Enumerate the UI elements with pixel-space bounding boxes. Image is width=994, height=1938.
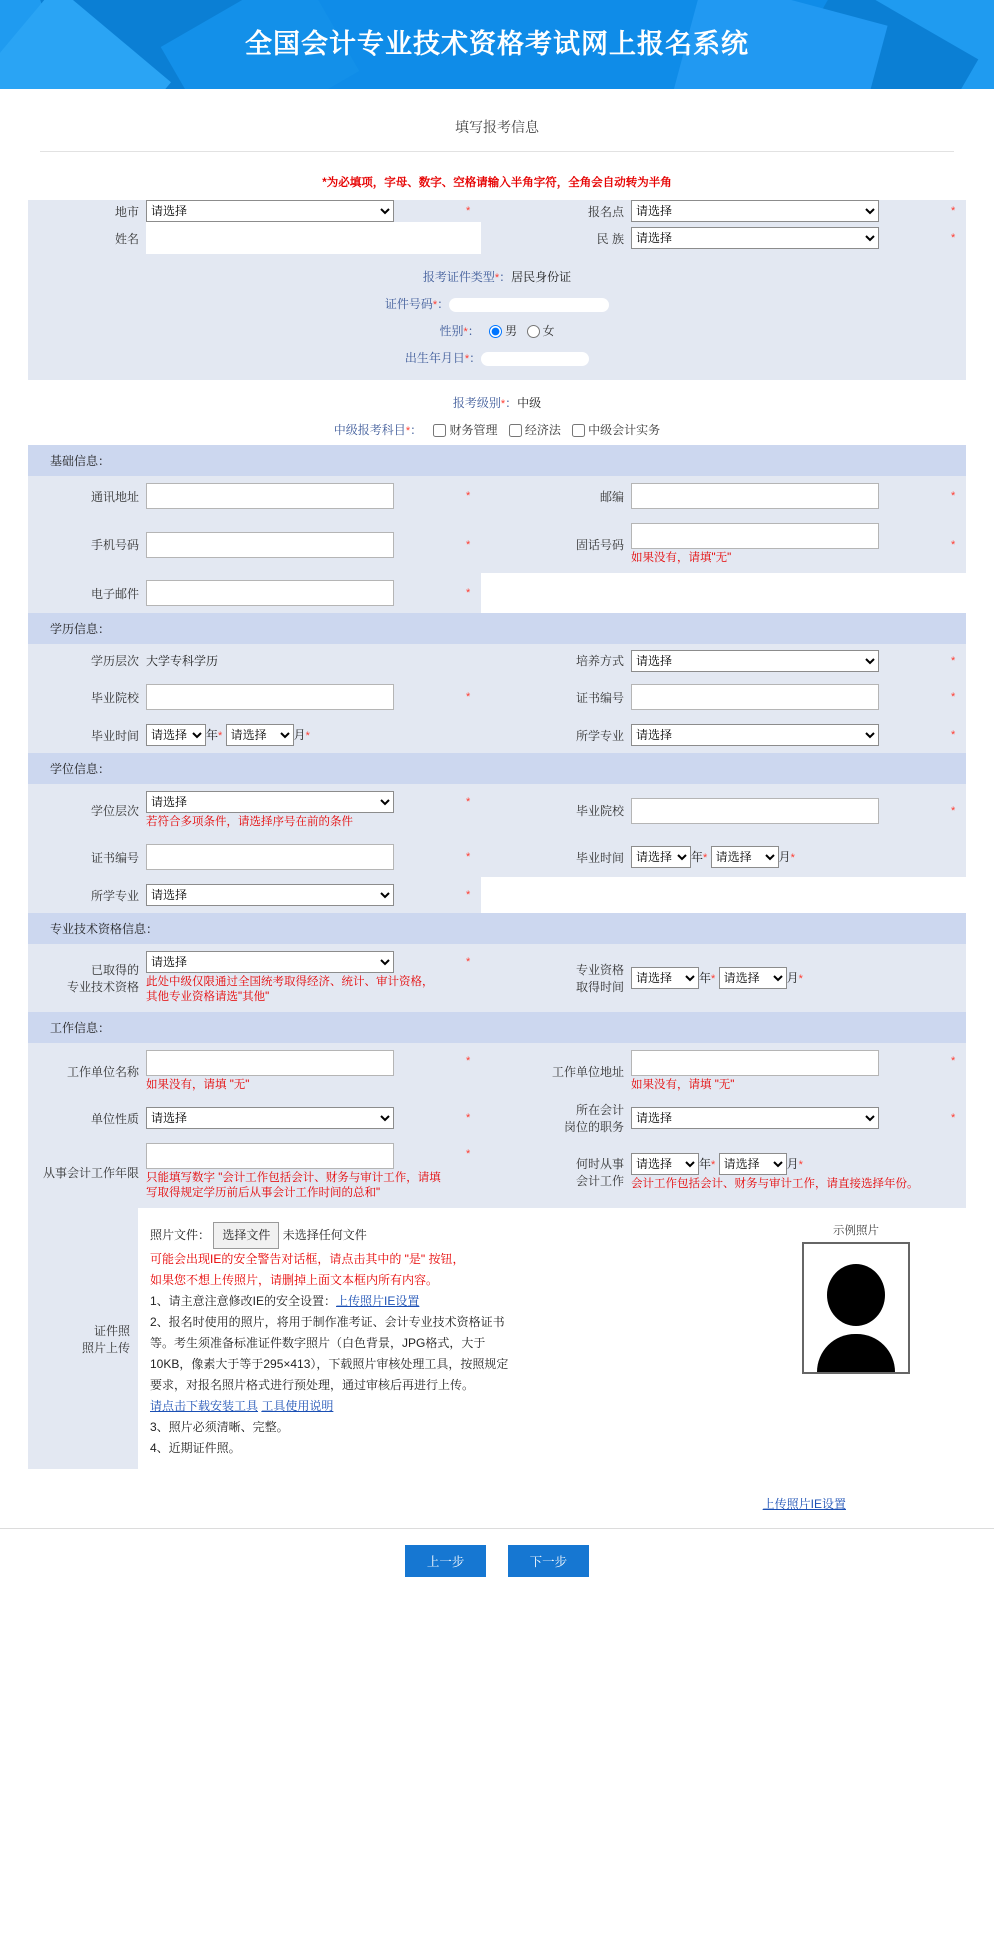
qual-month-unit: 月 <box>786 971 799 985</box>
qual-time-label-line2: 取得时间 <box>575 980 624 994</box>
row-work-nature-post <box>28 1100 966 1136</box>
qual-year-unit: 年 <box>699 971 712 985</box>
email-spacer-1 <box>481 573 631 613</box>
city-select[interactable] <box>146 200 394 222</box>
site-title: 全国会计专业技术资格考试网上报名系统 <box>245 29 749 59</box>
photo-file-status: 未选择任何文件 <box>282 1228 367 1242</box>
photo-warning-2: 如果您不想上传照片，请删掉上面文本框内所有内容。 <box>150 1273 439 1287</box>
work-years-field-cell <box>146 1136 463 1208</box>
form-action-bar <box>0 1529 994 1601</box>
work-info-section <box>28 1043 966 1208</box>
edu-mode-label: 培养方式 <box>481 644 631 677</box>
city-required-star: * <box>463 200 481 222</box>
row-work-years-since <box>28 1136 966 1208</box>
deg-grad-spacer <box>948 837 966 877</box>
edu-level-spacer <box>463 644 481 677</box>
name-field-cell <box>146 222 463 254</box>
gender-male-label: 男 <box>505 324 518 338</box>
previous-step-button[interactable]: 上一步 <box>405 1545 487 1577</box>
photo-file-label: 照片文件： <box>150 1228 211 1242</box>
gender-female-label: 女 <box>542 324 555 338</box>
work-addr-field-cell <box>631 1043 948 1100</box>
work-years-label: 从事会计工作年限 <box>28 1136 146 1208</box>
cert-no-label: 证件号码 <box>384 297 433 311</box>
work-nature-label: 单位性质 <box>28 1100 146 1136</box>
row-edu-level-mode <box>28 644 966 677</box>
qual-time-label-line1: 专业资格 <box>575 963 624 977</box>
edu-mode-select[interactable] <box>631 650 879 672</box>
work-post-label <box>481 1100 631 1136</box>
mobile-label: 手机号码 <box>28 516 146 573</box>
photo-warning-1: 可能会出现IE的安全警告对话框，请点击其中的 "是" 按钮， <box>150 1252 465 1266</box>
work-addr-label: 工作单位地址 <box>481 1043 631 1100</box>
edu-certno-required-star: * <box>948 677 966 717</box>
deg-level-required-star: * <box>463 784 481 837</box>
section-header-education: 学历信息： <box>28 613 966 644</box>
ie-settings-link[interactable]: 上传照片IE设置 <box>762 1497 846 1511</box>
row-deg-level-school <box>28 784 966 837</box>
work-post-select[interactable] <box>631 1107 879 1129</box>
ethnic-label: 民 族 <box>481 222 631 254</box>
mobile-field-cell <box>146 516 463 573</box>
deg-level-select[interactable] <box>146 791 394 813</box>
exam-level-label: 报考级别 <box>452 396 501 410</box>
subject-checkbox-0[interactable] <box>433 424 446 437</box>
sample-photo-cell <box>746 1208 966 1469</box>
subject-checkbox-1[interactable] <box>509 424 522 437</box>
gender-male-radio[interactable] <box>489 325 502 338</box>
address-label: 通讯地址 <box>28 476 146 516</box>
address-required-star: * <box>463 476 481 516</box>
download-tool-link[interactable]: 请点击下载安装工具 <box>150 1399 259 1413</box>
work-post-label-line1: 所在会计 <box>575 1103 624 1117</box>
ethnic-required-star: * <box>948 222 966 254</box>
edu-level-value: 大学专科学历 <box>146 644 463 677</box>
exam-subject-row: 中级报考科目*： 财务管理 经济法 中级会计实务 <box>333 423 661 437</box>
email-label: 电子邮件 <box>28 573 146 613</box>
site-field-cell <box>631 200 948 222</box>
deg-school-field-cell <box>631 784 948 837</box>
deg-grad-year-select[interactable] <box>631 846 691 868</box>
section-header-degree: 学位信息： <box>28 753 966 784</box>
edu-level-label: 学历层次 <box>28 644 146 677</box>
photo-row-label-line1: 证件照 <box>93 1323 130 1338</box>
photo-item-1-text: 1、请主意注意修改IE的安全设置： <box>150 1294 337 1308</box>
qualification-info-section <box>28 944 966 1012</box>
identity-block <box>28 254 966 380</box>
tel-input[interactable] <box>631 523 879 549</box>
row-photo <box>28 1208 966 1469</box>
gender-female-radio[interactable] <box>527 325 540 338</box>
work-since-label-line1: 何时从事 <box>575 1157 624 1171</box>
work-years-hint: 只能填写数字 "会计工作包括会计、财务与审计工作，请填写取得规定学历前后从事会计工作时间的总和" <box>146 1172 441 1199</box>
edu-grad-year-select[interactable] <box>146 724 206 746</box>
site-banner <box>0 0 994 89</box>
deg-certno-field-cell <box>146 837 463 877</box>
photo-item-4: 4、近期证件照。 <box>150 1441 241 1455</box>
exam-subject-label: 中级报考科目 <box>333 423 406 437</box>
tel-label: 固话号码 <box>481 516 631 573</box>
row-work-unit-addr <box>28 1043 966 1100</box>
work-since-year-unit: 年 <box>699 1156 712 1171</box>
edu-grad-spacer <box>463 717 481 753</box>
edu-school-required-star: * <box>463 677 481 717</box>
tel-hint: 如果没有，请填"无" <box>631 552 732 564</box>
work-years-required-star: * <box>463 1136 481 1208</box>
basic-info-section <box>28 476 966 613</box>
photo-file-row <box>150 1222 746 1249</box>
email-spacer-3 <box>948 573 966 613</box>
photo-instructions-cell <box>138 1208 746 1469</box>
edu-certno-input[interactable] <box>631 684 879 710</box>
qual-time-label <box>481 944 631 1012</box>
tel-field-cell <box>631 516 948 573</box>
site-required-star: * <box>948 200 966 222</box>
photo-upload-section <box>28 1208 966 1469</box>
work-years-input[interactable] <box>146 1143 394 1169</box>
zip-field-cell <box>631 476 948 516</box>
zip-required-star: * <box>948 476 966 516</box>
deg-major-label: 所学专业 <box>28 877 146 913</box>
row-address-zip <box>28 476 966 516</box>
row-name-ethnic <box>28 222 966 254</box>
work-unit-required-star: * <box>463 1043 481 1100</box>
education-info-section <box>28 644 966 753</box>
email-required-star: * <box>463 573 481 613</box>
deg-grad-month-select[interactable] <box>711 846 779 868</box>
deg-major-field-cell <box>146 877 463 913</box>
cert-no-input[interactable] <box>449 298 609 312</box>
deg-school-required-star: * <box>948 784 966 837</box>
deg-certno-required-star: * <box>463 837 481 877</box>
qual-obtained-hint: 此处中级仅限通过全国统考取得经济、统计、审计资格，其他专业资格请选"其他" <box>146 976 434 1003</box>
edu-major-field-cell <box>631 717 948 753</box>
row-mobile-tel <box>28 516 966 573</box>
work-since-label <box>481 1136 631 1208</box>
name-spacer <box>463 222 481 254</box>
work-since-month-unit: 月 <box>786 1156 799 1171</box>
deg-certno-input[interactable] <box>146 844 394 870</box>
edu-mode-field-cell <box>631 644 948 677</box>
row-edu-grad-major <box>28 717 966 753</box>
name-label: 姓名 <box>28 222 146 254</box>
work-nature-select[interactable] <box>146 1107 394 1129</box>
deg-school-label: 毕业院校 <box>481 784 631 837</box>
work-since-label-line2: 会计工作 <box>575 1174 624 1188</box>
deg-level-field-cell <box>146 784 463 837</box>
section-header-qualification: 专业技术资格信息： <box>28 913 966 944</box>
required-fields-note: *为必填项，字母、数字、空格请输入半角字符，全角会自动转为半角 <box>322 177 672 189</box>
qual-obtained-select[interactable] <box>146 951 394 973</box>
work-post-required-star: * <box>948 1100 966 1136</box>
edu-school-field-cell <box>146 677 463 717</box>
deg-certno-label: 证书编号 <box>28 837 146 877</box>
edu-month-unit: 月 <box>293 728 306 742</box>
ethnic-select[interactable] <box>631 227 879 249</box>
site-select[interactable] <box>631 200 879 222</box>
row-city-site <box>28 200 966 222</box>
photo-item-2: 2、报名时使用的照片，将用于制作准考证、会计专业技术资格证书等。考生须准备标准证件数字照片（白色背景，JPG格式，大于10KB，像素大于等于295×413），下载照片审核处理工具，按照规定要求，对报名照片格式进行预处理，通过审核后再进行上传。 <box>150 1315 509 1392</box>
deg-major-spacer-3 <box>948 877 966 913</box>
sample-photo-caption: 示例照片 <box>833 1225 879 1237</box>
work-nature-field-cell <box>146 1100 463 1136</box>
photo-tool-links <box>150 1396 746 1417</box>
email-input[interactable] <box>146 580 394 606</box>
sample-photo-head <box>827 1264 885 1326</box>
cert-type-row: 报考证件类型*：居民身份证 <box>422 270 572 284</box>
work-addr-hint: 如果没有，请填 "无" <box>631 1079 735 1091</box>
qual-obtained-field-cell <box>146 944 463 1012</box>
section-header-work: 工作信息： <box>28 1012 966 1043</box>
work-unit-field-cell <box>146 1043 463 1100</box>
photo-item-3: 3、照片必须清晰、完整。 <box>150 1420 289 1434</box>
edu-grad-field-cell: 请选择 年* 请选择 月* <box>146 717 463 753</box>
edu-major-label: 所学专业 <box>481 717 631 753</box>
email-spacer-2 <box>631 573 948 613</box>
birth-label: 出生年月日 <box>404 351 465 365</box>
edu-grad-label: 毕业时间 <box>28 717 146 753</box>
qual-obtained-label-line2: 专业技术资格 <box>66 980 139 994</box>
qual-time-field-cell: 请选择年* 请选择 月* <box>631 944 948 1012</box>
work-unit-hint: 如果没有，请填 "无" <box>146 1079 250 1091</box>
city-field-cell <box>146 200 463 222</box>
applicant-top-section <box>28 200 966 254</box>
cert-type-value: 居民身份证 <box>511 270 572 284</box>
deg-level-label: 学位层次 <box>28 784 146 837</box>
gender-row: 性别*： 男 女 <box>439 324 555 338</box>
email-field-cell <box>146 573 463 613</box>
degree-info-section <box>28 784 966 913</box>
photo-row-label-line2: 照片上传 <box>81 1340 130 1355</box>
subject-checkbox-2[interactable] <box>572 424 585 437</box>
sample-photo-image <box>802 1242 910 1374</box>
tel-required-star: * <box>948 516 966 573</box>
row-qual-obtained-time <box>28 944 966 1012</box>
site-label: 报名点 <box>481 200 631 222</box>
qual-time-year-select[interactable] <box>631 967 699 989</box>
ie-settings-link-inline[interactable]: 上传照片IE设置 <box>336 1294 420 1308</box>
mobile-input[interactable] <box>146 532 394 558</box>
exam-level-row: 报考级别*：中级 <box>452 396 542 410</box>
edu-school-label: 毕业院校 <box>28 677 146 717</box>
work-since-spacer <box>948 1136 966 1208</box>
deg-level-hint: 若符合多项条件，请选择序号在前的条件 <box>146 816 353 828</box>
row-email <box>28 573 966 613</box>
tool-usage-link[interactable]: 工具使用说明 <box>261 1399 334 1413</box>
deg-grad-field-cell: 请选择 年* 请选择 月* <box>631 837 948 877</box>
section-header-basic: 基础信息： <box>28 445 966 476</box>
deg-major-spacer-1 <box>481 877 631 913</box>
edu-grad-month-select[interactable] <box>226 724 294 746</box>
next-step-button[interactable]: 下一步 <box>508 1545 590 1577</box>
ie-settings-link-row <box>28 1469 966 1528</box>
birth-row: 出生年月日*： <box>28 344 966 371</box>
deg-major-select[interactable] <box>146 884 394 906</box>
exam-level-value: 中级 <box>517 396 542 410</box>
work-since-hint: 会计工作包括会计、财务与审计工作，请直接选择年份。 <box>631 1177 919 1190</box>
row-edu-school-certno <box>28 677 966 717</box>
qual-obtained-required-star: * <box>463 944 481 1012</box>
deg-school-input[interactable] <box>631 798 879 824</box>
zip-label: 邮编 <box>481 476 631 516</box>
deg-year-unit: 年 <box>691 850 704 864</box>
photo-row-label <box>28 1208 138 1469</box>
work-since-year-select[interactable] <box>631 1153 699 1175</box>
row-deg-certno-grad <box>28 837 966 877</box>
qual-time-month-select[interactable] <box>719 967 787 989</box>
work-unit-label: 工作单位名称 <box>28 1043 146 1100</box>
edu-major-select[interactable] <box>631 724 879 746</box>
edu-certno-field-cell <box>631 677 948 717</box>
address-input[interactable] <box>146 483 394 509</box>
deg-month-unit: 月 <box>778 850 791 864</box>
work-since-field-cell: 请选择年* 请选择 月* 会计工作包括会计、财务与审计工作，请直接选择年份。 <box>631 1136 948 1208</box>
work-post-field-cell <box>631 1100 948 1136</box>
page-title: 填写报考信息 <box>455 119 539 135</box>
exam-level-block <box>28 380 966 445</box>
deg-major-required-star: * <box>463 877 481 913</box>
edu-school-input[interactable] <box>146 684 394 710</box>
cert-no-row: 证件号码*： <box>28 290 966 317</box>
edu-mode-required-star: * <box>948 644 966 677</box>
work-since-month-select[interactable] <box>719 1153 787 1175</box>
zip-input[interactable] <box>631 483 879 509</box>
work-addr-input[interactable] <box>631 1050 879 1076</box>
row-deg-major <box>28 877 966 913</box>
subject-label-0: 财务管理 <box>449 423 498 437</box>
sample-photo-body <box>817 1334 895 1372</box>
deg-major-spacer-2 <box>631 877 948 913</box>
photo-item-1 <box>150 1291 746 1312</box>
city-label: 地市 <box>28 200 146 222</box>
qual-obtained-label <box>28 944 146 1012</box>
ethnic-field-cell <box>631 222 948 254</box>
qual-time-spacer <box>948 944 966 1012</box>
birth-input[interactable] <box>481 352 589 366</box>
work-addr-required-star: * <box>948 1043 966 1100</box>
edu-major-required-star: * <box>948 717 966 753</box>
address-field-cell <box>146 476 463 516</box>
subject-label-1: 经济法 <box>524 423 561 437</box>
edu-certno-label: 证书编号 <box>481 677 631 717</box>
work-nature-required-star: * <box>463 1100 481 1136</box>
deg-grad-label: 毕业时间 <box>481 837 631 877</box>
work-unit-input[interactable] <box>146 1050 394 1076</box>
choose-file-button[interactable]: 选择文件 <box>213 1222 279 1249</box>
gender-label: 性别 <box>439 324 464 338</box>
subject-label-2: 中级会计实务 <box>588 423 661 437</box>
mobile-required-star: * <box>463 516 481 573</box>
qual-obtained-label-line1: 已取得的 <box>90 963 139 977</box>
cert-type-label: 报考证件类型 <box>422 270 495 284</box>
edu-year-unit: 年 <box>206 728 219 742</box>
work-post-label-line2: 岗位的职务 <box>563 1120 624 1134</box>
